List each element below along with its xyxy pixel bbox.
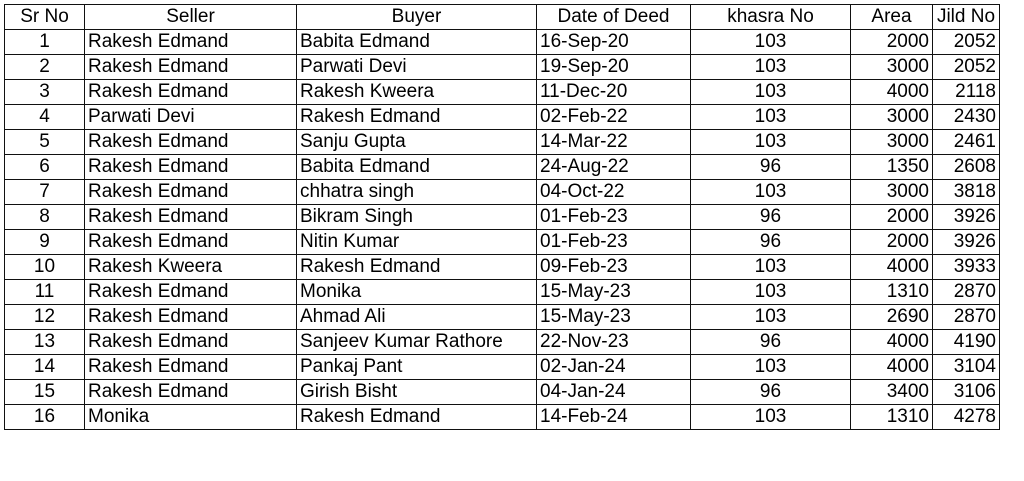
cell-date-of-deed: 02-Jan-24 xyxy=(537,355,691,380)
cell-date-of-deed: 15-May-23 xyxy=(537,305,691,330)
cell-sr-no: 12 xyxy=(5,305,85,330)
cell-area: 3000 xyxy=(851,105,933,130)
cell-khasra-no: 103 xyxy=(691,130,851,155)
cell-seller: Rakesh Edmand xyxy=(85,155,297,180)
cell-khasra-no: 103 xyxy=(691,30,851,55)
cell-date-of-deed: 09-Feb-23 xyxy=(537,255,691,280)
cell-jild-no: 3106 xyxy=(933,380,1000,405)
cell-area: 4000 xyxy=(851,330,933,355)
cell-jild-no: 4278 xyxy=(933,405,1000,430)
cell-sr-no: 9 xyxy=(5,230,85,255)
cell-area: 2690 xyxy=(851,305,933,330)
header-buyer: Buyer xyxy=(297,5,537,30)
cell-date-of-deed: 02-Feb-22 xyxy=(537,105,691,130)
cell-jild-no: 4190 xyxy=(933,330,1000,355)
table-row xyxy=(5,155,1000,180)
table-row xyxy=(5,55,1000,80)
cell-date-of-deed: 11-Dec-20 xyxy=(537,80,691,105)
cell-jild-no: 2118 xyxy=(933,80,1000,105)
cell-khasra-no: 96 xyxy=(691,230,851,255)
cell-date-of-deed: 14-Feb-24 xyxy=(537,405,691,430)
cell-jild-no: 2608 xyxy=(933,155,1000,180)
table-row xyxy=(5,130,1000,155)
cell-seller: Rakesh Edmand xyxy=(85,80,297,105)
cell-date-of-deed: 14-Mar-22 xyxy=(537,130,691,155)
header-date-of-deed: Date of Deed xyxy=(537,5,691,30)
cell-seller: Rakesh Edmand xyxy=(85,380,297,405)
table-row xyxy=(5,230,1000,255)
cell-sr-no: 1 xyxy=(5,30,85,55)
header-jild-no: Jild No xyxy=(933,5,1000,30)
cell-khasra-no: 103 xyxy=(691,405,851,430)
cell-jild-no: 2052 xyxy=(933,30,1000,55)
cell-area: 2000 xyxy=(851,30,933,55)
cell-buyer: Monika xyxy=(297,280,537,305)
table-row xyxy=(5,80,1000,105)
cell-seller: Rakesh Edmand xyxy=(85,205,297,230)
cell-date-of-deed: 15-May-23 xyxy=(537,280,691,305)
cell-date-of-deed: 24-Aug-22 xyxy=(537,155,691,180)
cell-buyer: Rakesh Edmand xyxy=(297,405,537,430)
cell-sr-no: 5 xyxy=(5,130,85,155)
cell-area: 2000 xyxy=(851,230,933,255)
cell-area: 2000 xyxy=(851,205,933,230)
cell-buyer: Pankaj Pant xyxy=(297,355,537,380)
header-area: Area xyxy=(851,5,933,30)
cell-jild-no: 3933 xyxy=(933,255,1000,280)
cell-buyer: Babita Edmand xyxy=(297,30,537,55)
cell-date-of-deed: 22-Nov-23 xyxy=(537,330,691,355)
cell-date-of-deed: 19-Sep-20 xyxy=(537,55,691,80)
cell-jild-no: 2052 xyxy=(933,55,1000,80)
cell-buyer: Parwati Devi xyxy=(297,55,537,80)
cell-buyer: chhatra singh xyxy=(297,180,537,205)
cell-area: 1350 xyxy=(851,155,933,180)
cell-khasra-no: 103 xyxy=(691,80,851,105)
cell-sr-no: 3 xyxy=(5,80,85,105)
table-row xyxy=(5,255,1000,280)
cell-sr-no: 16 xyxy=(5,405,85,430)
cell-khasra-no: 103 xyxy=(691,105,851,130)
cell-sr-no: 8 xyxy=(5,205,85,230)
cell-jild-no: 3926 xyxy=(933,205,1000,230)
deed-table xyxy=(4,4,1000,430)
cell-seller: Rakesh Kweera xyxy=(85,255,297,280)
cell-area: 1310 xyxy=(851,280,933,305)
cell-seller: Rakesh Edmand xyxy=(85,280,297,305)
cell-jild-no: 3926 xyxy=(933,230,1000,255)
cell-sr-no: 13 xyxy=(5,330,85,355)
cell-khasra-no: 96 xyxy=(691,155,851,180)
cell-seller: Parwati Devi xyxy=(85,105,297,130)
table-row xyxy=(5,305,1000,330)
table-row xyxy=(5,180,1000,205)
cell-jild-no: 2870 xyxy=(933,280,1000,305)
cell-sr-no: 2 xyxy=(5,55,85,80)
table-row xyxy=(5,355,1000,380)
cell-seller: Rakesh Edmand xyxy=(85,30,297,55)
cell-area: 3000 xyxy=(851,130,933,155)
table-row xyxy=(5,30,1000,55)
cell-khasra-no: 103 xyxy=(691,280,851,305)
cell-sr-no: 14 xyxy=(5,355,85,380)
cell-date-of-deed: 04-Oct-22 xyxy=(537,180,691,205)
cell-area: 4000 xyxy=(851,355,933,380)
cell-seller: Monika xyxy=(85,405,297,430)
cell-khasra-no: 103 xyxy=(691,180,851,205)
cell-buyer: Rakesh Kweera xyxy=(297,80,537,105)
header-sr-no: Sr No xyxy=(5,5,85,30)
cell-area: 3400 xyxy=(851,380,933,405)
cell-seller: Rakesh Edmand xyxy=(85,355,297,380)
cell-jild-no: 2870 xyxy=(933,305,1000,330)
cell-jild-no: 3104 xyxy=(933,355,1000,380)
cell-sr-no: 15 xyxy=(5,380,85,405)
table-row xyxy=(5,280,1000,305)
cell-jild-no: 3818 xyxy=(933,180,1000,205)
cell-seller: Rakesh Edmand xyxy=(85,180,297,205)
cell-buyer: Sanju Gupta xyxy=(297,130,537,155)
cell-sr-no: 11 xyxy=(5,280,85,305)
cell-jild-no: 2430 xyxy=(933,105,1000,130)
cell-sr-no: 10 xyxy=(5,255,85,280)
cell-date-of-deed: 01-Feb-23 xyxy=(537,205,691,230)
table-row xyxy=(5,380,1000,405)
cell-sr-no: 6 xyxy=(5,155,85,180)
table-row xyxy=(5,405,1000,430)
table-row xyxy=(5,105,1000,130)
cell-seller: Rakesh Edmand xyxy=(85,130,297,155)
cell-buyer: Ahmad Ali xyxy=(297,305,537,330)
cell-sr-no: 4 xyxy=(5,105,85,130)
header-row xyxy=(5,5,1000,30)
cell-sr-no: 7 xyxy=(5,180,85,205)
table-row xyxy=(5,330,1000,355)
cell-seller: Rakesh Edmand xyxy=(85,305,297,330)
header-khasra-no: khasra No xyxy=(691,5,851,30)
cell-buyer: Babita Edmand xyxy=(297,155,537,180)
cell-khasra-no: 96 xyxy=(691,380,851,405)
cell-buyer: Rakesh Edmand xyxy=(297,105,537,130)
cell-khasra-no: 96 xyxy=(691,330,851,355)
cell-date-of-deed: 01-Feb-23 xyxy=(537,230,691,255)
cell-area: 3000 xyxy=(851,55,933,80)
header-seller: Seller xyxy=(85,5,297,30)
cell-jild-no: 2461 xyxy=(933,130,1000,155)
cell-area: 4000 xyxy=(851,255,933,280)
cell-buyer: Nitin Kumar xyxy=(297,230,537,255)
table-row xyxy=(5,205,1000,230)
cell-date-of-deed: 16-Sep-20 xyxy=(537,30,691,55)
cell-seller: Rakesh Edmand xyxy=(85,55,297,80)
cell-buyer: Sanjeev Kumar Rathore xyxy=(297,330,537,355)
cell-seller: Rakesh Edmand xyxy=(85,330,297,355)
cell-seller: Rakesh Edmand xyxy=(85,230,297,255)
cell-khasra-no: 103 xyxy=(691,255,851,280)
cell-buyer: Bikram Singh xyxy=(297,205,537,230)
cell-khasra-no: 103 xyxy=(691,55,851,80)
table-body xyxy=(5,30,1000,430)
cell-buyer: Girish Bisht xyxy=(297,380,537,405)
cell-area: 3000 xyxy=(851,180,933,205)
cell-area: 1310 xyxy=(851,405,933,430)
cell-area: 4000 xyxy=(851,80,933,105)
cell-khasra-no: 96 xyxy=(691,205,851,230)
cell-buyer: Rakesh Edmand xyxy=(297,255,537,280)
cell-khasra-no: 103 xyxy=(691,355,851,380)
cell-khasra-no: 103 xyxy=(691,305,851,330)
cell-date-of-deed: 04-Jan-24 xyxy=(537,380,691,405)
